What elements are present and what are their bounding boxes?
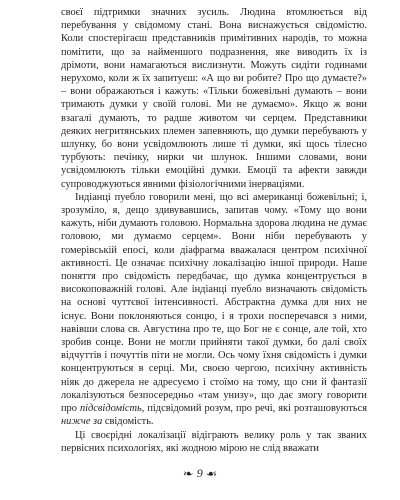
paragraph: [61, 191, 367, 429]
paragraph-text: Індіанці пуебло говорили мені, що всі американці божевільні; і, зрозуміло, я, дещо здивувавшись, запитав чому. «Тому що вони кажуть, ніби думають головою. Нормальна здорова людина не думає головою, ми думаємо серцем». Вони ніби перебувають у гомерівській епосі, коли діафрагма вважалася центром психічної активності. Це означає психічну локалізацію іншої природи. Наше поняття про свідомість передбачає, що думка концентрується в високоповажній голові. Але індіанці пуебло визначають свідомість на основі чуттєвої інтенсивності. Абстрактна думка для них не існує. Вони поклоняються сонцю, і я трохи посперечався з ними, навівши слова св. Августина про те, що Бог не є сонце, але той, хто зробив сонце. Вони не могли прийняти такої думки, бо далі своїх відчуттів і почуттів піти не могли. Ось чому їхня свідомість і думки концентруються в серці. Ми, своєю чергою, психічну активність ніяк до джерела не адресуємо і стоїмо на тому, що сни й фантазії локалізуються безпосередньо «там унизу», що дає змогу говорити про: [61, 191, 367, 415]
ornament-left-icon: ❧: [183, 469, 194, 480]
page-number: 9: [196, 466, 203, 480]
paragraph: своєї підтримки значних зусиль. Людина втомлюється від перебування у свідомому стані. Вона виснажується свідомістю. Коли спостерігаєш представників примітивних народів, то можна помітити, що за найменшого подразнення, яке виводить їх із дрімоти, вони намагаються вислизнути. Можуть сидіти годинами нерухомо, коли ж їх запитуєш: «А що ви робите? Про що думаєте?» – вони ображаються і кажуть: «Тільки божевільні думають – вони тримають думки у своїй голові. Ми не думаємо». Якщо ж вони взагалі думають, то радше животом чи серцем. Представники деяких негритянських племен запевняють, що думки перебувають у шлунку, бо вони усвідомлюють лише ті думки, які щось тілесно турбують: печінку, нирки чи шлунок. Іншими словами, вони усвідомлюють тільки емоційні думки. Емоції та афекти завжди супроводжуються явними фізіологічними інерваціями.: [61, 7, 367, 190]
paragraph-text: свідомість.: [102, 416, 154, 428]
paragraph: Ці своєрідні локалізації відіграють велику роль у так званих первісних психологіях, які жодною мірою не слід вважати: [61, 429, 367, 454]
emphasis-subconscious: підсвідомість: [79, 403, 142, 415]
paragraph-text: , підсвідомий розум, про речі, які розташовуються: [141, 403, 367, 415]
emphasis-below: нижче за: [61, 416, 103, 428]
page-body: [61, 6, 367, 455]
page-footer: [0, 466, 400, 481]
ornament-right-icon: ☙: [205, 469, 218, 480]
